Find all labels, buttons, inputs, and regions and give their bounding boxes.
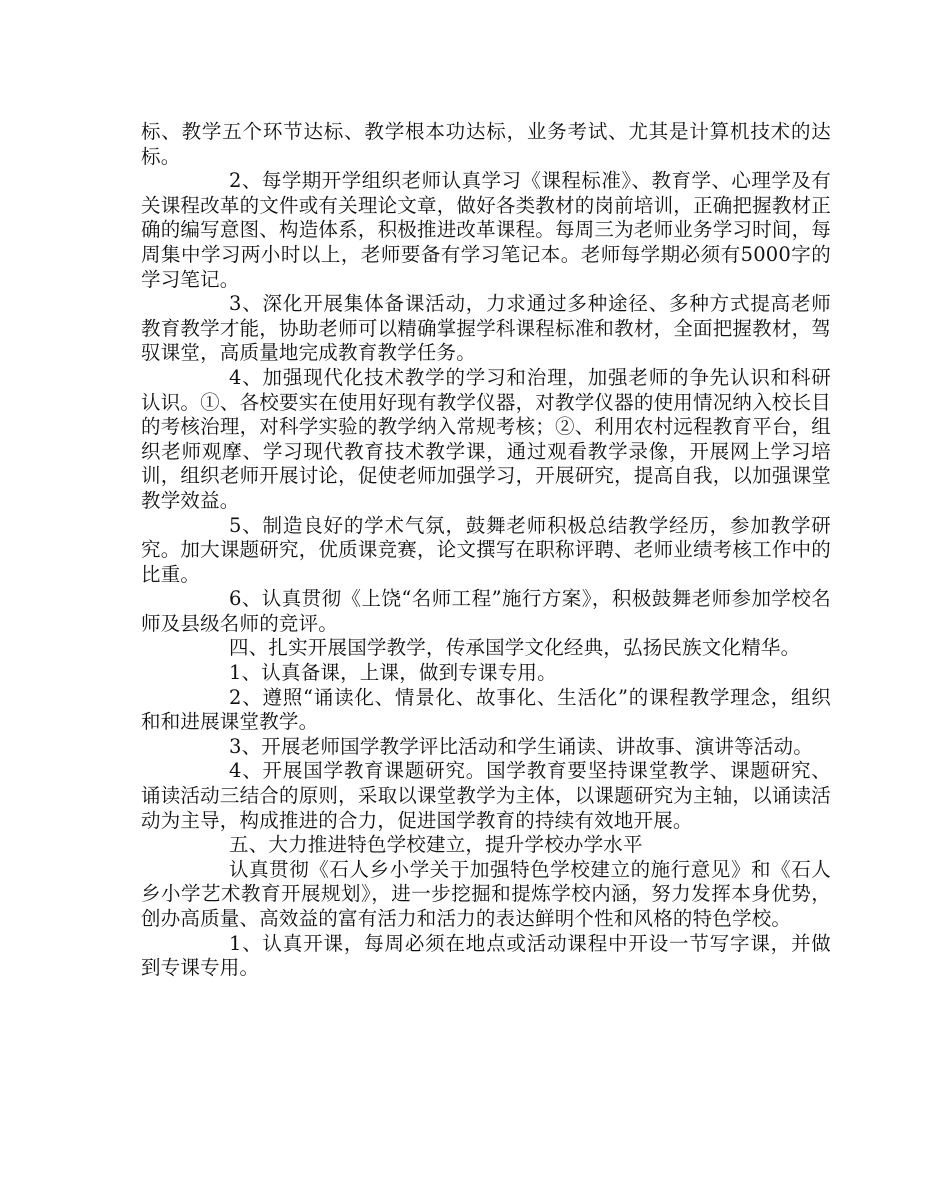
paragraph: 标、教学五个环节达标、教学根本功达标，业务考试、尤其是计算机技术的达标。 xyxy=(141,120,831,168)
paragraph: 5、制造良好的学术气氛，鼓舞老师积极总结教学经历，参加教学研究。加大课题研究，优质课竞赛，论文撰写在职称评聘、老师业绩考核工作中的比重。 xyxy=(141,513,831,586)
paragraph: 2、遵照“诵读化、情景化、故事化、生活化”的课程教学理念，组织和和进展课堂教学。 xyxy=(141,685,831,734)
paragraph: 4、加强现代化技术教学的学习和治理，加强老师的争先认识和科研认识。①、各校要实在使用好现有教学仪器，对教学仪器的使用情况纳入校长目的考核治理，对科学实验的教学纳入常规考核；②、利用农村远程教育平台，组织老师观摩、学习现代教育技术教学课，通过观看教学录像，开展网上学习培训，组织老师开展讨论，促使老师加强学习，开展研究，提高自我，以加强课堂教学效益。 xyxy=(141,365,831,512)
paragraph: 3、开展老师国学教学评比活动和学生诵读、讲故事、演讲等活动。 xyxy=(229,734,813,758)
paragraph: 1、认真备课，上课，做到专课专用。 xyxy=(229,661,557,685)
paragraph: 3、深化开展集体备课活动，力求通过多种途径、多种方式提高老师教育教学才能，协助老师可以精确掌握学科课程标准和教材，全面把握教材，驾驭课堂，高质量地完成教育教学任务。 xyxy=(141,292,831,365)
paragraph: 认真贯彻《石人乡小学关于加强特色学校建立的施行意见》和《石人乡小学艺术教育开展规划》，进一步挖掘和提炼学校内涵，努力发挥本身优势，创办高质量、高效益的富有活力和活力的表达鲜明个性和风格的特色学校。 xyxy=(141,857,831,930)
document-body xyxy=(141,120,831,981)
paragraph: 2、每学期开学组织老师认真学习《课程标准》、教育学、心理学及有关课程改革的文件或有关理论文章，做好各类教材的岗前培训，正确把握教材正确的编写意图、构造体系，积极推进改革课程。每周三为老师业务学习时间，每周集中学习两小时以上，老师要备有学习笔记本。老师每学期必须有5000字的学习笔记。 xyxy=(141,169,831,291)
section-heading: 四、扎实开展国学教学，传承国学文化经典，弘扬民族文化精华。 xyxy=(229,636,801,660)
paragraph: 4、开展国学教育课题研究。国学教育要坚持课堂教学、课题研究、诵读活动三结合的原则，采取以课堂教学为主体，以课题研究为主轴，以诵读活动为主导，构成推进的合力，促进国学教育的持续有效地开展。 xyxy=(141,759,831,832)
section-heading: 五、大力推进特色学校建立，提升学校办学水平 xyxy=(229,833,643,857)
paragraph: 1、认真开课，每周必须在地点或活动课程中开设一节写字课，并做到专课专用。 xyxy=(141,931,831,980)
paragraph: 6、认真贯彻《上饶“名师工程”施行方案》，积极鼓舞老师参加学校名师及县级名师的竞评。 xyxy=(141,587,831,635)
